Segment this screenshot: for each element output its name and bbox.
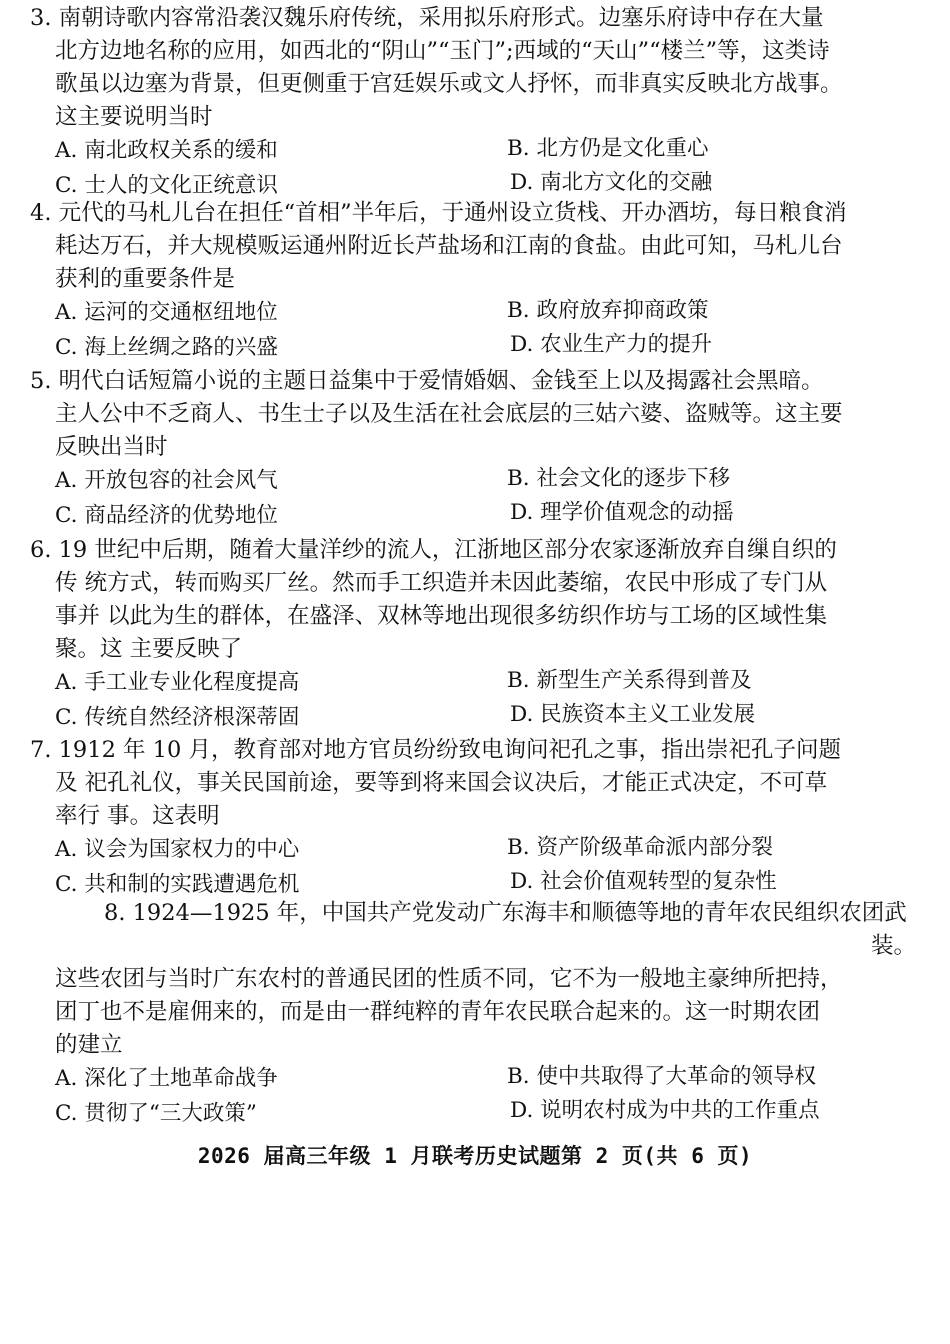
question-8-line-4: 的建立 xyxy=(55,1032,123,1058)
page-footer: 2026 届高三年级 1 月联考历史试题第 2 页(共 6 页) xyxy=(197,1144,753,1168)
question-8-line-3: 团丁也不是雇佣来的，而是由一群纯粹的青年农民联合起来的。这一时期农团 xyxy=(55,999,821,1025)
question-8-line-2: 这些农团与当时广东农村的普通民团的性质不同，它不为一般地主豪绅所把持， xyxy=(55,966,843,992)
question-4-line-2: 耗达万石，并大规模贩运通州附近长芦盐场和江南的食盐。由此可知，马札儿台 xyxy=(55,233,843,259)
question-4-options xyxy=(55,296,910,366)
question-6-option-d: D. 民族资本主义工业发展 xyxy=(510,702,756,727)
question-7-option-b: B. 资产阶级革命派内部分裂 xyxy=(507,835,773,860)
question-8-line-1-tail: 装。 xyxy=(870,933,916,959)
question-4-line-1: 4. 元代的马札儿台在担任“首相”半年后，于通州设立货栈、开办酒坊，每日粮食消 xyxy=(30,200,847,226)
question-3 xyxy=(30,2,910,204)
question-3-option-a: A. 南北政权关系的缓和 xyxy=(55,138,278,163)
question-6-option-c: C. 传统自然经济根深蒂固 xyxy=(55,705,300,730)
question-3-line-3: 歌虽以边塞为背景，但更侧重于宫廷娱乐或文人抒怀，而非真实反映北方战事。 xyxy=(55,71,843,97)
question-7-option-a: A. 议会为国家权力的中心 xyxy=(55,837,300,862)
question-8-option-d: D. 说明农村成为中共的工作重点 xyxy=(510,1098,820,1123)
question-4-option-c: C. 海上丝绸之路的兴盛 xyxy=(55,335,278,360)
question-4 xyxy=(30,197,910,366)
question-6-line-4: 聚。这 主要反映了 xyxy=(55,636,243,662)
question-8-option-c: C. 贯彻了“三大政策” xyxy=(55,1101,257,1126)
question-8 xyxy=(55,963,915,1132)
question-8-line-1: 8. 1924—1925 年，中国共产党发动广东海丰和顺德等地的青年农民组织农团武 xyxy=(104,900,907,926)
question-5-option-d: D. 理学价值观念的动摇 xyxy=(510,500,734,525)
question-8-option-a: A. 深化了土地革命战争 xyxy=(55,1066,278,1091)
question-3-line-4: 这主要说明当时 xyxy=(55,104,213,130)
question-6-line-1: 6. 19 世纪中后期，随着大量洋纱的流人，江浙地区部分农家逐渐放弃自缫自织的 xyxy=(30,537,837,563)
question-8-option-b: B. 使中共取得了大革命的领导权 xyxy=(507,1064,816,1089)
question-7-line-2: 及 祀孔礼仪，事关民国前途，要等到将来国会议决后，才能正式决定，不可草 xyxy=(55,770,828,796)
question-7-line-1: 7. 1912 年 10 月，教育部对地方官员纷纷致电询问祀孔之事，指出崇祀孔子问题 xyxy=(30,737,841,763)
question-3-line-2: 北方边地名称的应用，如西北的“阴山”“玉门”;西域的“天山”“楼兰”等，这类诗 xyxy=(55,38,830,64)
question-5-line-2: 主人公中不乏商人、书生士子以及生活在社会底层的三姑六婆、盗贼等。这主要 xyxy=(55,401,843,427)
question-5-options xyxy=(55,464,910,534)
question-6-options xyxy=(55,666,910,736)
question-3-option-b: B. 北方仍是文化重心 xyxy=(507,136,709,161)
question-7-option-c: C. 共和制的实践遭遇危机 xyxy=(55,872,300,897)
question-4-line-3: 获利的重要条件是 xyxy=(55,266,236,292)
question-6-line-3: 事并 以此为生的群体，在盛泽、双林等地出现很多纺织作坊与工场的区域性集 xyxy=(55,603,828,629)
question-3-option-d: D. 南北方文化的交融 xyxy=(510,170,713,195)
question-5-line-1: 5. 明代白话短篇小说的主题日益集中于爱情婚姻、金钱至上以及揭露社会黑暗。 xyxy=(30,368,824,394)
question-7-option-d: D. 社会价值观转型的复杂性 xyxy=(510,869,777,894)
question-4-option-d: D. 农业生产力的提升 xyxy=(510,332,713,357)
question-8-heading xyxy=(104,897,916,963)
question-7-line-3: 率行 事。这表明 xyxy=(55,803,220,829)
question-5-option-c: C. 商品经济的优势地位 xyxy=(55,503,278,528)
question-3-option-c: C. 士人的文化正统意识 xyxy=(55,173,278,198)
question-6-line-2: 传 统方式，转而购买厂丝。然而手工织造并未因此萎缩，农民中形成了专门从 xyxy=(55,570,828,596)
question-5-option-b: B. 社会文化的逐步下移 xyxy=(507,466,730,491)
question-7 xyxy=(30,734,910,903)
question-5 xyxy=(30,365,910,534)
question-5-line-3: 反映出当时 xyxy=(55,434,168,460)
question-3-options xyxy=(55,134,910,204)
question-6-option-b: B. 新型生产关系得到普及 xyxy=(507,668,752,693)
question-6 xyxy=(30,534,910,736)
question-7-options xyxy=(55,833,910,903)
question-3-line-1: 3. 南朝诗歌内容常沿袭汉魏乐府传统，采用拟乐府形式。边塞乐府诗中存在大量 xyxy=(30,5,824,31)
question-4-option-b: B. 政府放弃抑商政策 xyxy=(507,298,709,323)
question-4-option-a: A. 运河的交通枢纽地位 xyxy=(55,300,278,325)
question-5-option-a: A. 开放包容的社会风气 xyxy=(55,468,278,493)
question-6-option-a: A. 手工业专业化程度提高 xyxy=(55,670,300,695)
question-8-options xyxy=(55,1062,915,1132)
